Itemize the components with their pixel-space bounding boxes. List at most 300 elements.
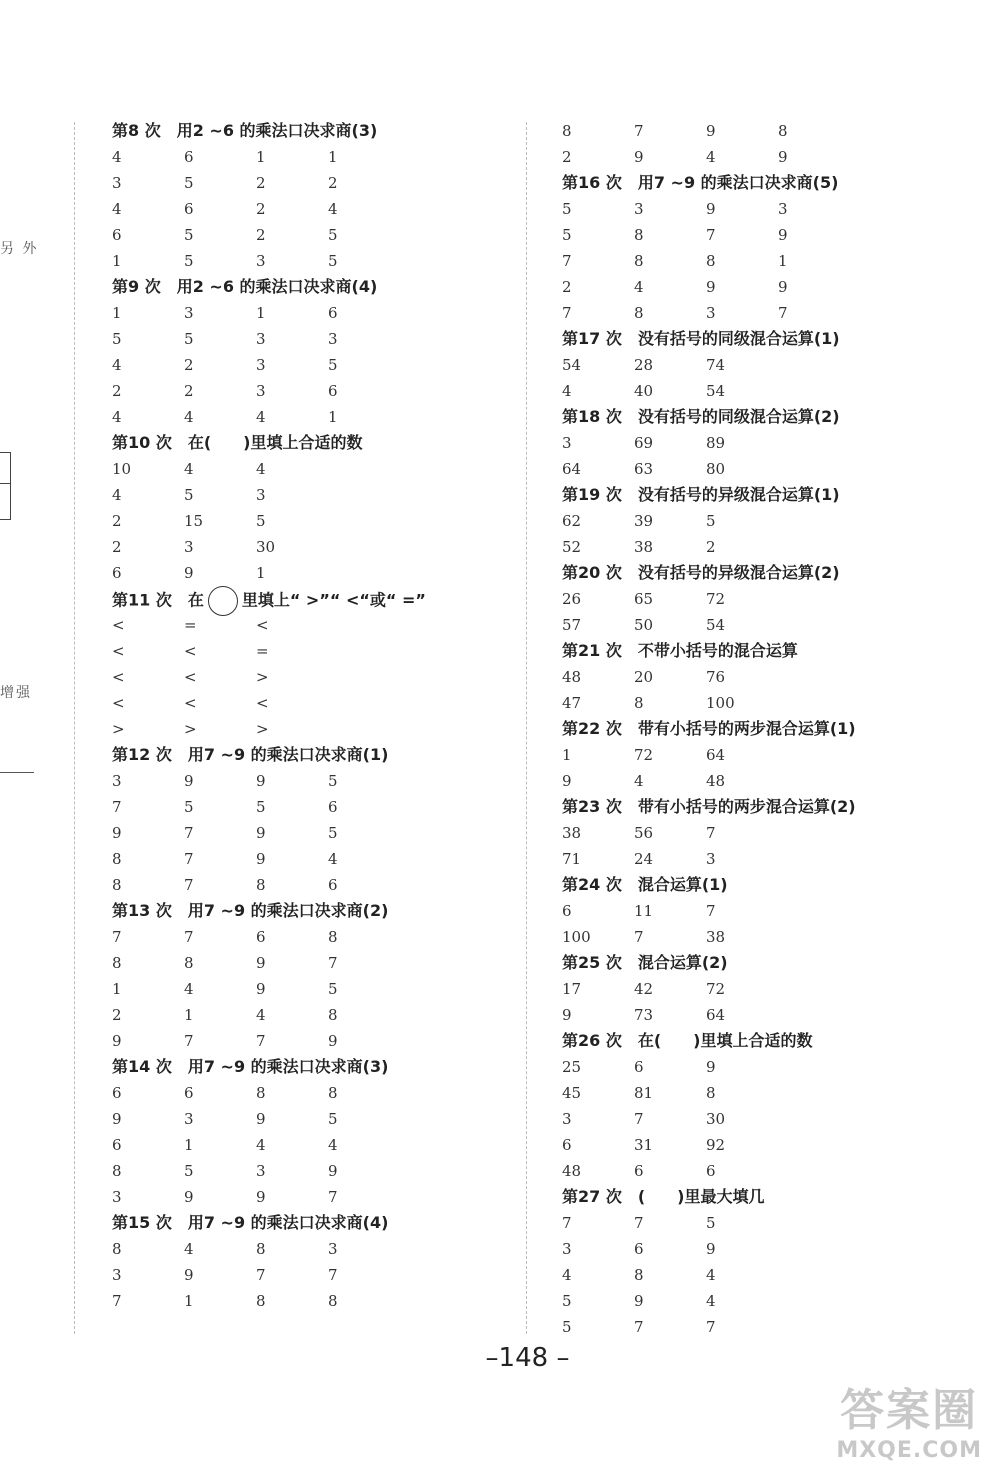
answer-row [112, 820, 512, 846]
answer-value: 8 [634, 1266, 644, 1284]
section-title [112, 118, 512, 144]
answer-value: 39 [634, 512, 654, 530]
answer-value: 80 [706, 460, 726, 478]
section-title [562, 1184, 982, 1210]
answer-row [562, 456, 982, 482]
section-title [562, 794, 982, 820]
answer-section [562, 118, 982, 170]
answer-value: 28 [634, 356, 654, 374]
answer-value: 7 [634, 1110, 644, 1128]
section-title-text: 第18 次 没有括号的同级混合运算(2) [562, 407, 840, 426]
answer-value: 7 [634, 928, 644, 946]
answer-value: 3 [778, 200, 788, 218]
answer-value: 7 [562, 252, 572, 270]
answer-row [112, 924, 512, 950]
section-title-text: 第8 次 用2 ~6 的乘法口决求商(3) [112, 121, 378, 140]
answer-row [562, 1132, 982, 1158]
answer-value: 26 [562, 590, 582, 608]
answer-value: 9 [256, 850, 266, 868]
answer-value: 5 [328, 356, 338, 374]
answer-value: 8 [256, 1292, 266, 1310]
answer-value: 4 [256, 1136, 266, 1154]
section-title-text: 第10 次 在( )里填上合适的数 [112, 433, 363, 452]
answer-value: < [112, 642, 125, 660]
answer-value: 72 [706, 980, 726, 998]
answer-value: 6 [112, 1084, 122, 1102]
section-title-text: 第25 次 混合运算(2) [562, 953, 728, 972]
answer-row [112, 638, 512, 664]
answer-row [562, 196, 982, 222]
answer-section [562, 638, 982, 716]
answer-value: 5 [328, 252, 338, 270]
answer-row [562, 976, 982, 1002]
answer-row [562, 430, 982, 456]
section-title-text: 第16 次 用7 ~9 的乘法口决求商(5) [562, 173, 839, 192]
answer-value: 38 [706, 928, 726, 946]
answer-value: 9 [562, 1006, 572, 1024]
answer-value: 15 [184, 512, 204, 530]
answer-value: 50 [634, 616, 654, 634]
answer-section [562, 794, 982, 872]
answer-value: 8 [706, 1084, 716, 1102]
answer-value: 8 [706, 252, 716, 270]
answer-row [112, 1236, 512, 1262]
answer-row [112, 326, 512, 352]
answer-value: 9 [256, 824, 266, 842]
answer-value: 7 [634, 122, 644, 140]
answer-value: 4 [112, 200, 122, 218]
answer-value: 2 [328, 174, 338, 192]
answer-row [112, 1106, 512, 1132]
answer-row [562, 378, 982, 404]
answer-value: 30 [256, 538, 276, 556]
section-title [112, 430, 512, 456]
answer-value: 7 [706, 226, 716, 244]
answer-value: 71 [562, 850, 582, 868]
answer-section [562, 872, 982, 950]
answer-row [112, 534, 512, 560]
answer-row [562, 1288, 982, 1314]
answer-value: 31 [634, 1136, 654, 1154]
answer-value: 3 [256, 382, 266, 400]
answer-value: 3 [184, 538, 194, 556]
answer-value: 89 [706, 434, 726, 452]
answer-value: 5 [112, 330, 122, 348]
answer-row [112, 794, 512, 820]
section-title [562, 326, 982, 352]
answer-value: < [112, 668, 125, 686]
answer-value: > [256, 720, 269, 738]
section-title [562, 638, 982, 664]
watermark-url: MXQE.COM [836, 1438, 982, 1463]
answer-row [112, 1184, 512, 1210]
answer-value: 2 [184, 356, 194, 374]
section-title-text: 第23 次 带有小括号的两步混合运算(2) [562, 797, 856, 816]
answer-value: 3 [112, 1266, 122, 1284]
answer-section [112, 1054, 512, 1210]
answer-value: 4 [706, 148, 716, 166]
answer-value: 9 [706, 1240, 716, 1258]
answer-value: 20 [634, 668, 654, 686]
section-title-text: 第17 次 没有括号的同级混合运算(1) [562, 329, 840, 348]
answer-value: 5 [184, 174, 194, 192]
answer-value: 6 [706, 1162, 716, 1180]
answer-value: 8 [256, 1084, 266, 1102]
answer-value: 8 [184, 954, 194, 972]
section-title-text: 第9 次 用2 ~6 的乘法口决求商(4) [112, 277, 378, 296]
answer-value: < [112, 694, 125, 712]
answer-row [562, 742, 982, 768]
answer-value: 9 [706, 200, 716, 218]
answer-section [562, 326, 982, 404]
answer-value: 9 [184, 1266, 194, 1284]
answer-value: 64 [706, 746, 726, 764]
answer-value: 7 [706, 824, 716, 842]
answer-value: 4 [706, 1266, 716, 1284]
answer-value: 4 [256, 1006, 266, 1024]
answer-row [562, 586, 982, 612]
answer-value: 7 [112, 1292, 122, 1310]
answer-value: 8 [328, 1084, 338, 1102]
section-title [112, 1054, 512, 1080]
section-title-text: 第21 次 不带小括号的混合运算 [562, 641, 798, 660]
answer-section [112, 430, 512, 586]
left-answer-column [112, 118, 512, 1314]
answer-value: < [112, 616, 125, 634]
answer-value: 54 [562, 356, 582, 374]
answer-value: 3 [256, 252, 266, 270]
answer-value: 3 [184, 1110, 194, 1128]
answer-value: 69 [634, 434, 654, 452]
answer-row [112, 170, 512, 196]
answer-row [562, 352, 982, 378]
answer-value: 8 [112, 1162, 122, 1180]
answer-section [562, 716, 982, 794]
answer-value: 3 [562, 434, 572, 452]
answer-row [112, 950, 512, 976]
answer-row [562, 820, 982, 846]
answer-value: 6 [112, 564, 122, 582]
answer-value: 76 [706, 668, 726, 686]
answer-value: < [184, 642, 197, 660]
answer-value: 5 [328, 772, 338, 790]
answer-section [112, 1210, 512, 1314]
answer-value: 3 [112, 174, 122, 192]
answer-value: 7 [706, 1318, 716, 1336]
answer-value: 3 [634, 200, 644, 218]
answer-value: 9 [256, 1188, 266, 1206]
answer-value: 7 [328, 1188, 338, 1206]
answer-row [562, 1106, 982, 1132]
answer-row [112, 404, 512, 430]
section-title-text: 第14 次 用7 ~9 的乘法口决求商(3) [112, 1057, 389, 1076]
answer-value: 5 [184, 798, 194, 816]
answer-value: 8 [778, 122, 788, 140]
answer-value: 9 [184, 1188, 194, 1206]
section-title [112, 274, 512, 300]
answer-value: 9 [328, 1162, 338, 1180]
answer-value: 1 [112, 252, 122, 270]
answer-value: 5 [562, 200, 572, 218]
section-title [562, 560, 982, 586]
answer-value: 48 [562, 1162, 582, 1180]
answer-value: 63 [634, 460, 654, 478]
section-title [562, 1028, 982, 1054]
answer-row [112, 846, 512, 872]
answer-value: 6 [328, 382, 338, 400]
answer-row [562, 1314, 982, 1340]
answer-value: 8 [634, 694, 644, 712]
answer-value: 4 [184, 1240, 194, 1258]
answer-value: 9 [256, 980, 266, 998]
answer-row [112, 1002, 512, 1028]
answer-value: 9 [634, 148, 644, 166]
answer-value: 7 [184, 824, 194, 842]
answer-value: 3 [562, 1240, 572, 1258]
answer-value: 3 [112, 1188, 122, 1206]
answer-value: 3 [256, 330, 266, 348]
answer-value: 40 [634, 382, 654, 400]
answer-value: 9 [112, 824, 122, 842]
section-title-text: 第24 次 混合运算(1) [562, 875, 728, 894]
answer-value: 2 [706, 538, 716, 556]
answer-row [112, 456, 512, 482]
answer-value: 3 [256, 1162, 266, 1180]
answer-value: 8 [562, 122, 572, 140]
answer-value: 4 [112, 408, 122, 426]
answer-value: 9 [328, 1032, 338, 1050]
answer-row [562, 1236, 982, 1262]
answer-row [112, 690, 512, 716]
answer-value: 5 [328, 824, 338, 842]
answer-value: 6 [562, 1136, 572, 1154]
section-title [112, 742, 512, 768]
margin-note-1: 另 外 [0, 241, 39, 257]
answer-value: 4 [634, 772, 644, 790]
answer-value: 2 [184, 382, 194, 400]
answer-value: 5 [562, 1318, 572, 1336]
answer-section [112, 586, 512, 742]
section-title-text: 第13 次 用7 ~9 的乘法口决求商(2) [112, 901, 389, 920]
answer-value: 7 [184, 1032, 194, 1050]
answer-value: 1 [562, 746, 572, 764]
answer-value: 9 [184, 772, 194, 790]
answer-value: 5 [256, 798, 266, 816]
answer-value: 1 [184, 1136, 194, 1154]
answer-value: 52 [562, 538, 582, 556]
answer-row [562, 534, 982, 560]
answer-value: 17 [562, 980, 582, 998]
answer-value: 4 [184, 980, 194, 998]
answer-value: 7 [562, 1214, 572, 1232]
answer-row [112, 1132, 512, 1158]
answer-value: 7 [634, 1214, 644, 1232]
answer-value: 100 [706, 694, 735, 712]
answer-value: < [256, 616, 269, 634]
answer-value: 38 [562, 824, 582, 842]
answer-section [112, 742, 512, 898]
answer-value: 9 [112, 1032, 122, 1050]
section-title [562, 170, 982, 196]
answer-section [112, 118, 512, 274]
section-title-text: 第15 次 用7 ~9 的乘法口决求商(4) [112, 1213, 389, 1232]
answer-value: 1 [184, 1006, 194, 1024]
answer-value: 7 [328, 1266, 338, 1284]
answer-row [112, 612, 512, 638]
answer-value: 6 [634, 1058, 644, 1076]
answer-value: 7 [184, 928, 194, 946]
answer-value: 5 [706, 512, 716, 530]
answer-value: 81 [634, 1084, 654, 1102]
answer-value: 5 [184, 486, 194, 504]
answer-value: 8 [112, 954, 122, 972]
answer-row [112, 378, 512, 404]
answer-value: 4 [328, 200, 338, 218]
answer-value: 3 [562, 1110, 572, 1128]
answer-value: 4 [634, 278, 644, 296]
section-title-text: 第27 次 ( )里最大填几 [562, 1187, 765, 1206]
answer-value: 1 [112, 304, 122, 322]
answer-value: 2 [112, 1006, 122, 1024]
answer-row [112, 352, 512, 378]
answer-value: 2 [562, 148, 572, 166]
section-title [562, 404, 982, 430]
answer-value: 9 [706, 1058, 716, 1076]
answer-row [562, 612, 982, 638]
answer-value: 48 [706, 772, 726, 790]
answer-value: 64 [706, 1006, 726, 1024]
answer-value: 9 [706, 122, 716, 140]
answer-value: 6 [184, 1084, 194, 1102]
answer-value: 3 [328, 1240, 338, 1258]
answer-section [562, 1028, 982, 1184]
answer-row [112, 872, 512, 898]
answer-row [112, 222, 512, 248]
answer-section [112, 898, 512, 1054]
right-answer-column [562, 118, 982, 1340]
answer-section [112, 274, 512, 430]
answer-value: 48 [562, 668, 582, 686]
answer-row [562, 690, 982, 716]
answer-value: 5 [562, 226, 572, 244]
answer-value: 4 [256, 460, 266, 478]
answer-value: 64 [562, 460, 582, 478]
answer-value: 4 [328, 1136, 338, 1154]
answer-value: 8 [328, 1006, 338, 1024]
answer-value: > [256, 668, 269, 686]
answer-value: > [112, 720, 125, 738]
answer-value: 4 [328, 850, 338, 868]
answer-row [562, 118, 982, 144]
section-title [562, 950, 982, 976]
answer-value: 6 [634, 1162, 644, 1180]
answer-value: 7 [328, 954, 338, 972]
answer-value: = [256, 642, 269, 660]
center-divider [526, 122, 527, 1334]
answer-value: 72 [706, 590, 726, 608]
section-title-text: 第11 次 在 [112, 590, 204, 610]
answer-value: 5 [706, 1214, 716, 1232]
answer-value: 2 [112, 538, 122, 556]
answer-value: 1 [328, 408, 338, 426]
answer-value: 6 [328, 876, 338, 894]
answer-value: 57 [562, 616, 582, 634]
answer-row [562, 300, 982, 326]
answer-value: 45 [562, 1084, 582, 1102]
section-title-text-after: 里填上“ >”“ <“或“ =” [241, 590, 426, 610]
answer-value: 5 [184, 330, 194, 348]
answer-row [562, 664, 982, 690]
answer-section [562, 404, 982, 482]
answer-value: 7 [256, 1032, 266, 1050]
answer-value: 8 [112, 1240, 122, 1258]
answer-value: < [256, 694, 269, 712]
answer-value: > [184, 720, 197, 738]
answer-row [112, 1262, 512, 1288]
answer-value: 4 [706, 1292, 716, 1310]
answer-row [562, 768, 982, 794]
answer-row [112, 300, 512, 326]
answer-section [562, 482, 982, 560]
answer-value: 5 [184, 226, 194, 244]
answer-value: 54 [706, 382, 726, 400]
answer-value: 8 [634, 226, 644, 244]
answer-row [112, 976, 512, 1002]
answer-row [112, 508, 512, 534]
answer-value: 5 [328, 980, 338, 998]
answer-value: 4 [184, 408, 194, 426]
answer-row [112, 144, 512, 170]
answer-value: 6 [328, 798, 338, 816]
answer-value: 1 [328, 148, 338, 166]
answer-value: 6 [256, 928, 266, 946]
answer-row [562, 1080, 982, 1106]
answer-value: 9 [778, 226, 788, 244]
section-title [562, 872, 982, 898]
answer-value: 3 [112, 772, 122, 790]
answer-value: 5 [256, 512, 266, 530]
answer-value: 65 [634, 590, 654, 608]
answer-value: 3 [256, 486, 266, 504]
answer-value: 54 [706, 616, 726, 634]
answer-value: 5 [184, 252, 194, 270]
answer-row [562, 222, 982, 248]
answer-value: 1 [184, 1292, 194, 1310]
answer-row [112, 560, 512, 586]
watermark [836, 1374, 982, 1463]
answer-value: 7 [634, 1318, 644, 1336]
answer-row [112, 196, 512, 222]
section-title-text: 第22 次 带有小括号的两步混合运算(1) [562, 719, 856, 738]
answer-value: 11 [634, 902, 654, 920]
answer-row [562, 1210, 982, 1236]
margin-box [0, 452, 11, 520]
answer-row [112, 1028, 512, 1054]
answer-value: 6 [184, 200, 194, 218]
answer-row [562, 1002, 982, 1028]
answer-value: 2 [562, 278, 572, 296]
watermark-logo: 答案圈 [840, 1385, 979, 1436]
answer-value: 3 [706, 304, 716, 322]
answer-value: 2 [256, 226, 266, 244]
answer-value: < [184, 668, 197, 686]
answer-row [562, 1262, 982, 1288]
answer-value: 10 [112, 460, 132, 478]
answer-value: 9 [778, 278, 788, 296]
answer-value: 100 [562, 928, 591, 946]
answer-value: 4 [184, 460, 194, 478]
answer-value: 62 [562, 512, 582, 530]
